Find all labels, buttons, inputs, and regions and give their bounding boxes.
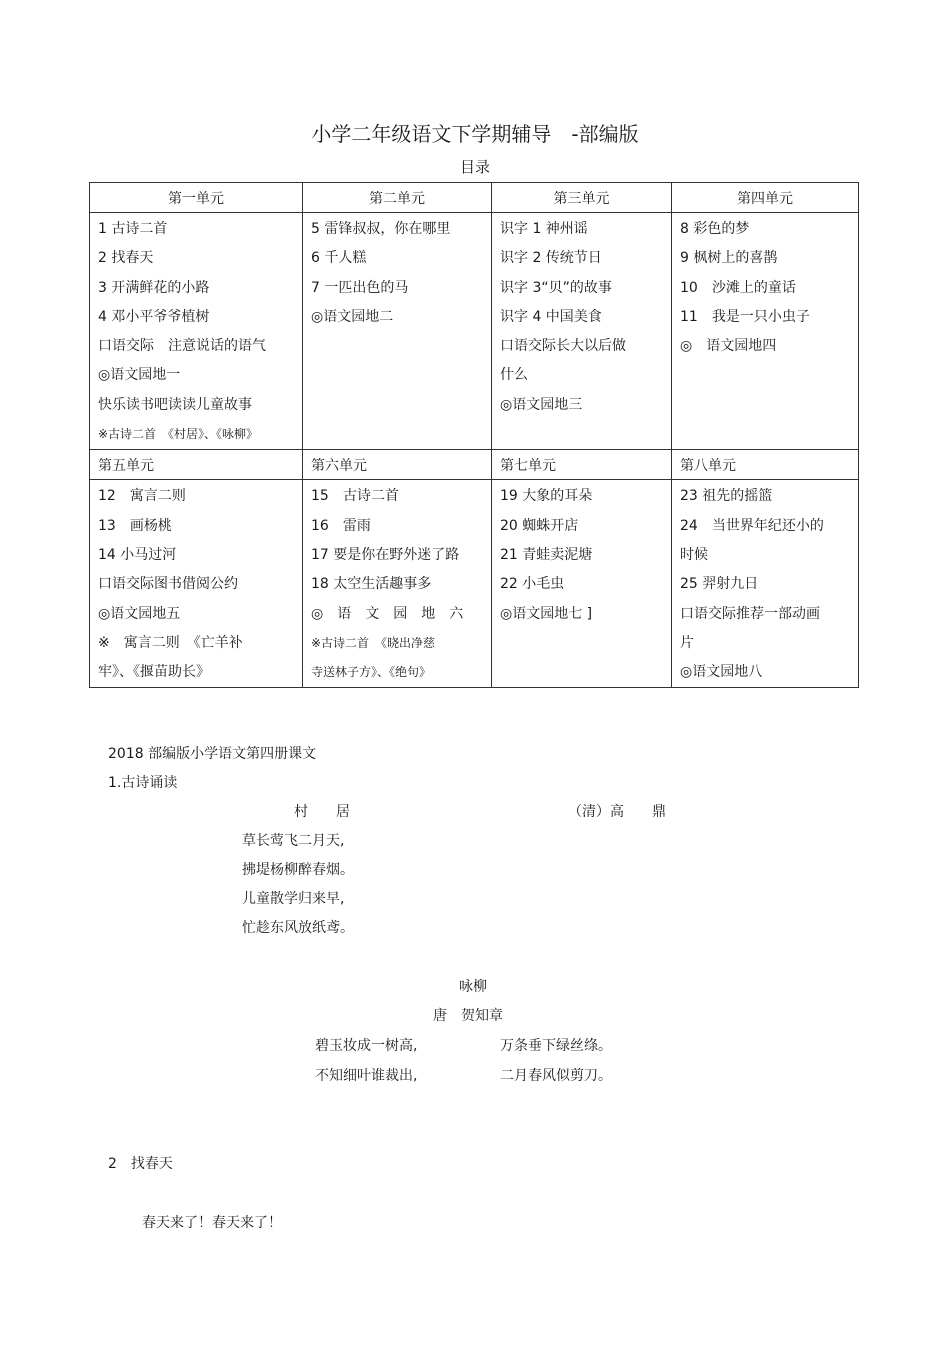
unit-cell <box>672 213 859 450</box>
lesson-item: ◎ 语 文 园 地 六 <box>311 605 464 622</box>
unit-cell <box>492 480 672 688</box>
lesson-item: 10 沙滩上的童话 <box>680 279 796 296</box>
unit-cell <box>90 480 303 688</box>
poem-title: 咏柳 <box>459 979 487 995</box>
poem-line: 儿童散学归来早, <box>242 891 345 907</box>
lesson-item: 寺送林子方》、《绝句》 <box>311 665 432 680</box>
lesson-item: ◎语文园地七 ] <box>500 605 593 622</box>
lesson-item: 2 找春天 <box>98 250 154 267</box>
lesson-item: 24 当世界年纪还小的 <box>680 517 824 534</box>
paragraph: 春天来了！春天来了！ <box>142 1215 282 1231</box>
lesson-item: 口语交际 注意说话的语气 <box>98 338 266 355</box>
lesson-item: ◎语文园地五 <box>98 605 181 622</box>
lesson-item: 5 雷锋叔叔，你在哪里 <box>311 221 451 237</box>
lesson-item: 识字 1 神州谣 <box>500 221 588 237</box>
unit-header: 第八单元 <box>672 450 859 480</box>
unit-header: 第五单元 <box>90 450 303 480</box>
section-heading: 2018 部编版小学语文第四册课文 <box>108 746 317 762</box>
poem-line: 不知细叶谁裁出, <box>315 1068 418 1084</box>
poem-line: 二月春风似剪刀。 <box>500 1068 612 1084</box>
lesson-item: ※古诗二首 《晓出净慈 <box>311 635 436 650</box>
lesson-item: 7 一匹出色的马 <box>311 279 409 296</box>
lesson-item: ◎语文园地二 <box>311 308 394 325</box>
lesson-item: 19 大象的耳朵 <box>500 488 593 505</box>
lesson-item: 23 祖先的摇篮 <box>680 488 773 505</box>
unit-cell <box>492 213 672 450</box>
lesson-item: 14 小马过河 <box>98 546 177 563</box>
lesson-item: 识字 3“贝”的故事 <box>500 279 612 296</box>
unit-cell <box>303 213 492 450</box>
unit-header: 第一单元 <box>90 183 303 213</box>
toc-label: 目录 <box>459 158 490 176</box>
unit-cell <box>303 480 492 688</box>
poem-author: （清）高 鼎 <box>568 804 666 820</box>
unit-header: 第二单元 <box>303 183 492 213</box>
lesson-item: 4 邓小平爷爷植树 <box>98 308 210 325</box>
lesson-item: 16 雷雨 <box>311 517 371 534</box>
poem-line: 碧玉妆成一树高, <box>315 1038 418 1054</box>
lesson-item: 12 寓言二则 <box>98 488 186 505</box>
lesson-item: 17 要是你在野外迷了路 <box>311 546 460 563</box>
lesson-item: 25 羿射九日 <box>680 576 759 593</box>
lesson-item: 9 枫树上的喜鹊 <box>680 250 778 267</box>
lesson-item: 20 蜘蛛开店 <box>500 517 579 534</box>
lesson-item: 15 古诗二首 <box>311 488 399 505</box>
poem-line: 忙趁东风放纸鸢。 <box>242 920 354 936</box>
poem-title: 村 居 <box>294 804 350 820</box>
lesson-item: 口语交际推荐一部动画 <box>680 605 820 622</box>
lesson-item: 快乐读书吧读读儿童故事 <box>98 396 252 413</box>
lesson-item: 时候 <box>680 546 708 563</box>
lesson-item: 识字 4 中国美食 <box>500 308 602 325</box>
unit-header: 第三单元 <box>492 183 672 213</box>
unit-header: 第七单元 <box>492 450 672 480</box>
lesson-item: 口语交际长大以后做 <box>500 338 626 355</box>
poem-author: 唐 贺知章 <box>433 1008 503 1024</box>
lesson-item: 18 太空生活趣事多 <box>311 576 432 593</box>
unit-header: 第六单元 <box>303 450 492 480</box>
lesson-item: 片 <box>680 634 694 651</box>
unit-cell <box>672 480 859 688</box>
poem-line: 万条垂下绿丝绦。 <box>500 1038 612 1054</box>
unit-cell <box>90 213 303 450</box>
lesson-item: 21 青蛙卖泥塘 <box>500 546 593 563</box>
lesson-item: ※ 寓言二则 《亡羊补 <box>98 634 243 651</box>
lesson-item: 1 古诗二首 <box>98 221 168 237</box>
lesson-item: ※古诗二首 《村居》、《咏柳》 <box>98 427 259 442</box>
poem-line: 拂堤杨柳醉春烟。 <box>242 862 354 878</box>
lesson-item: 口语交际图书借阅公约 <box>98 576 238 593</box>
toc-table <box>89 182 859 688</box>
lesson-heading: 1.古诗诵读 <box>108 775 178 791</box>
unit-header: 第四单元 <box>672 183 859 213</box>
lesson-heading: 2 找春天 <box>108 1156 173 1172</box>
lesson-item: 8 彩色的梦 <box>680 221 750 237</box>
lesson-item: 3 开满鲜花的小路 <box>98 279 210 296</box>
lesson-item: 22 小毛虫 <box>500 576 565 593</box>
lesson-item: 6 千人糕 <box>311 250 367 267</box>
lesson-item: 什么 <box>500 367 528 384</box>
lesson-item: 识字 2 传统节日 <box>500 250 602 267</box>
lesson-item: ◎语文园地三 <box>500 396 583 413</box>
lesson-item: ◎ 语文园地四 <box>680 338 777 355</box>
lesson-item: ◎语文园地八 <box>680 664 763 681</box>
lesson-item: ◎语文园地一 <box>98 367 181 384</box>
lesson-item: 牢》、《揠苗助长》 <box>98 664 210 681</box>
poem-line: 草长莺飞二月天, <box>242 833 345 849</box>
lesson-item: 13 画杨桃 <box>98 517 172 534</box>
lesson-item: 11 我是一只小虫子 <box>680 308 810 325</box>
page-title: 小学二年级语文下学期辅导 -部编版 <box>311 122 639 146</box>
